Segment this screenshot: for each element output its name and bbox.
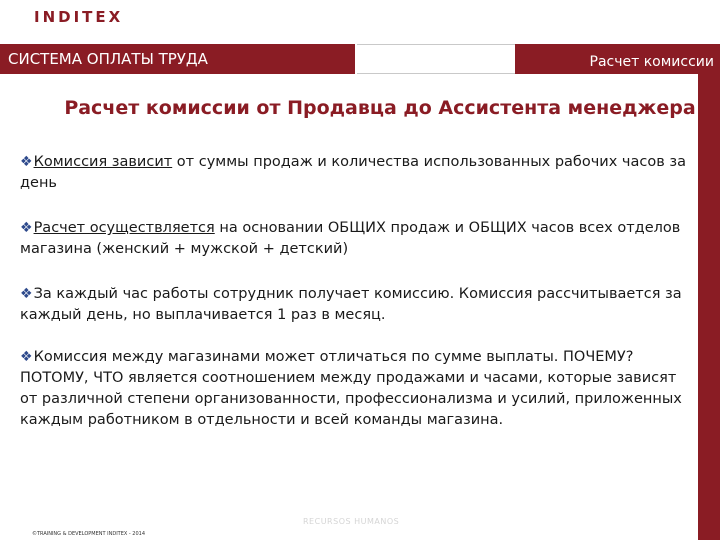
paragraph-lead: Комиссия зависит [33, 154, 173, 170]
paragraph-2 [20, 218, 692, 260]
paragraph-3 [20, 284, 692, 326]
paragraph-text: ПОЧЕМУ? ПОТОМУ, ЧТО является соотношением между продажами и часами, которые зависят от различной степени организованности, профессионализма и усилий, приложенных каждым работником в отдельности и всей команды магазина. [20, 349, 682, 428]
paragraph-text: на основании ОБЩИХ продаж и ОБЩИХ часов всех отделов магазина (женский + мужской + детский) [20, 220, 681, 257]
header-divider [357, 44, 515, 74]
diamond-bullet-icon: ❖ [20, 154, 33, 170]
paragraph-1 [20, 152, 692, 194]
paragraph-lead: Комиссия между магазинами может отличаться по сумме выплаты. [33, 349, 559, 365]
section-header-right: Расчет комиссии [515, 44, 720, 74]
paragraph-4 [20, 347, 692, 431]
inditex-logo: INDITEX [34, 8, 124, 26]
slide-title: Расчет комиссии от Продавца до Ассистента менеджера [64, 97, 696, 119]
footer-copyright: ©TRAINING & DEVELOPMENT INDITEX - 2014 [32, 531, 146, 537]
diamond-bullet-icon: ❖ [20, 286, 33, 302]
right-accent-bar [698, 74, 720, 540]
diamond-bullet-icon: ❖ [20, 349, 33, 365]
footer-watermark: RECURSOS HUMANOS [303, 517, 400, 526]
paragraph-lead: За каждый час работы сотрудник получает комиссию. [33, 286, 455, 302]
paragraph-text: Комиссия рассчитывается за каждый день, но выплачивается 1 раз в месяц. [20, 286, 682, 323]
section-header-left: СИСТЕМА ОПЛАТЫ ТРУДА [0, 44, 355, 74]
diamond-bullet-icon: ❖ [20, 220, 33, 236]
paragraph-text: от суммы продаж и количества использованных рабочих часов за день [20, 154, 686, 191]
paragraph-lead: Расчет осуществляется [33, 220, 215, 236]
